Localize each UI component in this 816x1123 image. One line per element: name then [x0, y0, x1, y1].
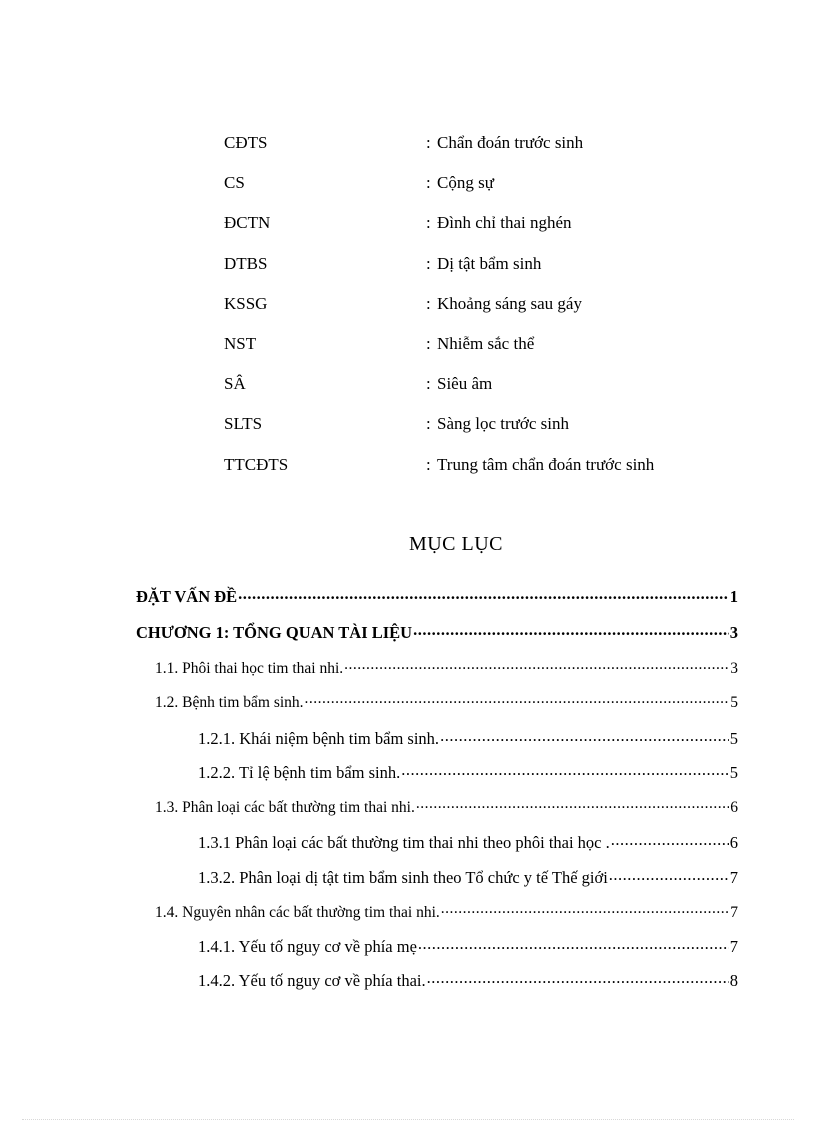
toc-entry[interactable] — [155, 796, 738, 820]
abbreviation-separator: : — [426, 414, 431, 434]
abbreviation-row — [224, 332, 744, 372]
abbreviation-code: SÂ — [224, 374, 246, 394]
toc-dot-leader — [427, 970, 729, 986]
toc-page-number: 1 — [729, 587, 738, 606]
toc-page-number: 6 — [729, 833, 738, 852]
toc-page-number: 3 — [730, 660, 738, 677]
toc-entry-text: 1.3.2. Phân loại dị tật tim bẩm sinh theo Tổ chức y tế Thế giới — [198, 868, 608, 887]
abbreviation-meaning: Khoảng sáng sau gáy — [437, 293, 582, 313]
toc-page-number: 5 — [730, 694, 738, 711]
toc-entry[interactable] — [198, 761, 738, 785]
abbreviation-row — [224, 292, 744, 332]
abbreviation-code: NST — [224, 333, 257, 353]
abbreviation-separator: : — [426, 253, 431, 273]
abbreviation-code: ĐCTN — [224, 213, 271, 233]
toc-dot-leader — [440, 728, 729, 744]
abbreviation-code: TTCĐTS — [224, 454, 289, 474]
abbreviation-code: DTBS — [224, 253, 268, 273]
abbreviation-separator: : — [426, 333, 431, 353]
abbreviation-row — [224, 171, 744, 211]
toc-entry[interactable] — [198, 831, 738, 855]
toc-dot-leader — [609, 867, 729, 883]
toc-page-number: 5 — [729, 763, 738, 782]
toc-entry-text: CHƯƠNG 1: TỔNG QUAN TÀI LIỆU — [136, 623, 413, 642]
toc-page-number: 7 — [729, 937, 738, 956]
abbreviation-row — [224, 252, 744, 292]
toc-entry-text: 1.4.1. Yếu tố nguy cơ về phía mẹ — [198, 937, 417, 956]
toc-title: MỤC LỤC — [408, 533, 504, 555]
toc-entry[interactable] — [155, 657, 738, 681]
abbreviation-row — [224, 453, 744, 493]
abbreviation-separator: : — [426, 374, 431, 394]
abbreviation-separator: : — [426, 454, 431, 474]
toc-page-number: 7 — [729, 868, 738, 887]
abbreviation-row — [224, 131, 744, 171]
abbreviation-row — [224, 412, 744, 452]
abbreviation-code: SLTS — [224, 414, 263, 434]
abbreviation-row — [224, 372, 744, 412]
abbreviation-code: CS — [224, 173, 245, 193]
toc-entry[interactable] — [155, 901, 738, 925]
abbreviation-separator: : — [426, 293, 431, 313]
toc-page-number: 6 — [730, 799, 738, 816]
toc-page-number: 8 — [729, 971, 738, 990]
abbreviation-meaning: Đình chỉ thai nghén — [437, 213, 572, 233]
toc-dot-leader — [441, 901, 729, 917]
toc-entry-text: 1.2. Bệnh tim bẩm sinh. — [155, 694, 304, 711]
toc-entry[interactable] — [136, 621, 738, 645]
abbreviation-meaning: Chẩn đoán trước sinh — [437, 133, 584, 152]
toc-entry[interactable] — [136, 585, 738, 609]
toc-dot-leader — [413, 622, 729, 638]
toc-entry-text: ĐẶT VẤN ĐỀ — [136, 587, 238, 606]
toc-entry[interactable] — [198, 727, 738, 751]
abbreviation-separator: : — [426, 173, 431, 193]
abbreviation-meaning: Sàng lọc trước sinh — [437, 414, 569, 434]
toc-page-number: 3 — [729, 623, 738, 642]
toc-dot-leader — [611, 832, 729, 848]
toc-entry-text: 1.4. Nguyên nhân các bất thường tim thai nhi. — [155, 904, 440, 921]
abbreviation-meaning: Cộng sự — [437, 173, 494, 193]
abbreviation-meaning: Dị tật bẩm sinh — [437, 253, 542, 273]
abbreviation-separator: : — [426, 213, 431, 233]
toc-entry-text: 1.4.2. Yếu tố nguy cơ về phía thai. — [198, 971, 426, 990]
abbreviation-row — [224, 211, 744, 251]
abbreviation-code: KSSG — [224, 293, 268, 313]
toc-entry[interactable] — [198, 935, 738, 959]
toc-entry[interactable] — [198, 866, 738, 890]
abbreviation-meaning: Trung tâm chẩn đoán trước sinh — [437, 454, 655, 474]
toc-entry-text: 1.1. Phôi thai học tim thai nhi. — [155, 660, 344, 677]
toc-entry-text: 1.2.2. Tỉ lệ bệnh tim bẩm sinh. — [198, 763, 401, 782]
toc-dot-leader — [401, 762, 728, 778]
toc-dot-leader — [305, 691, 730, 707]
abbreviation-meaning: Siêu âm — [437, 374, 493, 394]
toc-dot-leader — [238, 586, 729, 602]
toc-page-number: 5 — [729, 729, 738, 748]
toc-entry[interactable] — [155, 691, 738, 715]
toc-entry-text: 1.2.1. Khái niệm bệnh tim bẩm sinh. — [198, 729, 440, 748]
abbreviation-meaning: Nhiễm sắc thể — [437, 333, 535, 353]
toc-dot-leader — [344, 657, 729, 673]
abbreviation-code: CĐTS — [224, 133, 268, 152]
toc-entry[interactable] — [198, 969, 738, 993]
toc-page-number: 7 — [730, 904, 738, 921]
toc-dot-leader — [418, 936, 729, 952]
page-bottom-divider — [22, 1119, 794, 1120]
abbreviation-separator: : — [426, 133, 431, 152]
toc-dot-leader — [416, 796, 729, 812]
toc-entry-text: 1.3. Phân loại các bất thường tim thai nhi. — [155, 799, 415, 816]
abbreviation-list — [224, 131, 744, 493]
toc-entry-text: 1.3.1 Phân loại các bất thường tim thai nhi theo phôi thai học . — [198, 833, 610, 852]
